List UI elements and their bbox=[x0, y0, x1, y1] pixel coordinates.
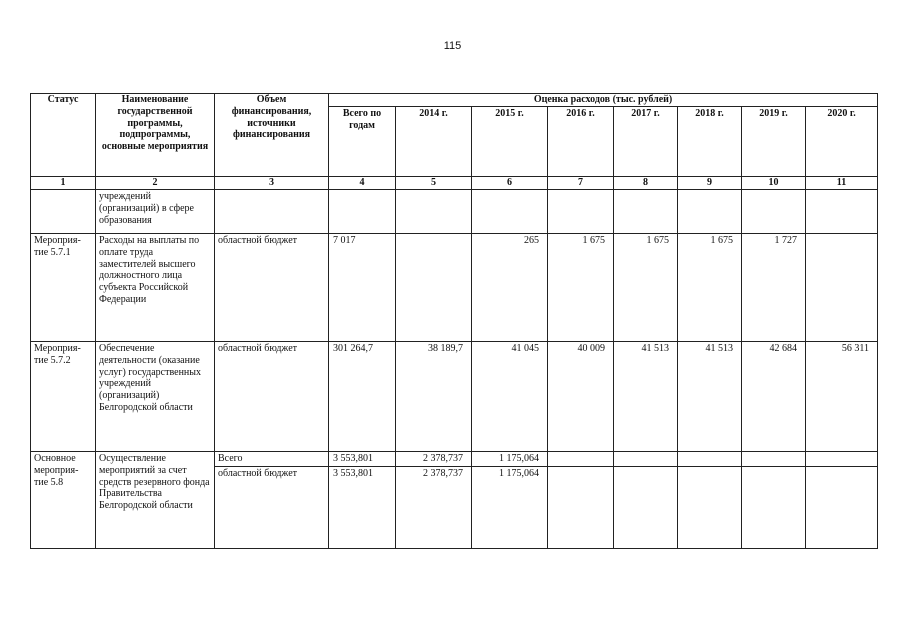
column-number: 7 bbox=[548, 177, 614, 190]
status-cell: Мероприя-тие 5.7.2 bbox=[31, 342, 96, 452]
value-cell: 3 553,801 bbox=[329, 466, 396, 548]
header-year: 2016 г. bbox=[548, 107, 614, 177]
value-cell: 41 045 bbox=[472, 342, 548, 452]
header-year: 2020 г. bbox=[806, 107, 878, 177]
value-cell bbox=[614, 466, 678, 548]
value-cell bbox=[678, 452, 742, 467]
status-cell: Мероприя-тие 5.7.1 bbox=[31, 234, 96, 342]
column-number: 2 bbox=[96, 177, 215, 190]
value-cell bbox=[678, 190, 742, 234]
value-cell: 56 311 bbox=[806, 342, 878, 452]
column-number: 10 bbox=[742, 177, 806, 190]
value-cell: 301 264,7 bbox=[329, 342, 396, 452]
table-row bbox=[31, 234, 878, 342]
column-number-row bbox=[31, 177, 878, 190]
value-cell bbox=[806, 452, 878, 467]
value-cell bbox=[742, 466, 806, 548]
header-year: 2018 г. bbox=[678, 107, 742, 177]
header-funding: Объем финансирования, источники финансирования bbox=[215, 94, 329, 177]
page-number: 115 bbox=[443, 40, 462, 52]
value-cell: 1 675 bbox=[678, 234, 742, 342]
status-cell bbox=[31, 190, 96, 234]
value-cell bbox=[548, 466, 614, 548]
funding-cell bbox=[215, 190, 329, 234]
column-number: 3 bbox=[215, 177, 329, 190]
header-year: 2019 г. bbox=[742, 107, 806, 177]
value-cell: 3 553,801 bbox=[329, 452, 396, 467]
value-cell: 41 513 bbox=[678, 342, 742, 452]
value-cell: 38 189,7 bbox=[396, 342, 472, 452]
value-cell: 1 175,064 bbox=[472, 452, 548, 467]
funding-cell: областной бюджет bbox=[215, 342, 329, 452]
value-cell bbox=[742, 452, 806, 467]
value-cell bbox=[806, 190, 878, 234]
table-row bbox=[31, 342, 878, 452]
header-year: 2014 г. bbox=[396, 107, 472, 177]
funding-cell: областной бюджет bbox=[215, 466, 329, 548]
value-cell bbox=[472, 190, 548, 234]
value-cell: 265 bbox=[472, 234, 548, 342]
value-cell: 40 009 bbox=[548, 342, 614, 452]
value-cell bbox=[548, 452, 614, 467]
name-cell: Осуществление мероприятий за счет средств резервного фонда Правительства Белгородской области bbox=[96, 452, 215, 549]
table-row bbox=[31, 190, 878, 234]
value-cell: 1 175,064 bbox=[472, 466, 548, 548]
header-status: Статус bbox=[31, 94, 96, 177]
funding-cell: областной бюджет bbox=[215, 234, 329, 342]
column-number: 6 bbox=[472, 177, 548, 190]
name-cell: Расходы на выплаты по оплате труда заместителей высшего должностного лица субъекта Российской Федерации bbox=[96, 234, 215, 342]
table-row bbox=[31, 452, 878, 467]
value-cell bbox=[806, 466, 878, 548]
column-number: 5 bbox=[396, 177, 472, 190]
value-cell bbox=[614, 190, 678, 234]
value-cell bbox=[742, 190, 806, 234]
header-total: Всего по годам bbox=[329, 107, 396, 177]
value-cell: 42 684 bbox=[742, 342, 806, 452]
value-cell: 1 675 bbox=[614, 234, 678, 342]
value-cell: 7 017 bbox=[329, 234, 396, 342]
header-year: 2015 г. bbox=[472, 107, 548, 177]
value-cell bbox=[614, 452, 678, 467]
value-cell: 2 378,737 bbox=[396, 452, 472, 467]
header-name: Наименование государственной программы, подпрограммы, основные мероприятия bbox=[96, 94, 215, 177]
column-number: 8 bbox=[614, 177, 678, 190]
column-number: 4 bbox=[329, 177, 396, 190]
value-cell bbox=[548, 190, 614, 234]
value-cell: 1 675 bbox=[548, 234, 614, 342]
budget-table bbox=[30, 93, 878, 549]
value-cell: 41 513 bbox=[614, 342, 678, 452]
name-cell: Обеспечение деятельности (оказание услуг) государственных учреждений (организаций) Белгородской области bbox=[96, 342, 215, 452]
funding-cell: Всего bbox=[215, 452, 329, 467]
column-number: 1 bbox=[31, 177, 96, 190]
value-cell bbox=[806, 234, 878, 342]
value-cell: 2 378,737 bbox=[396, 466, 472, 548]
header-estimate: Оценка расходов (тыс. рублей) bbox=[329, 94, 878, 107]
value-cell bbox=[396, 234, 472, 342]
status-cell: Основное мероприя-тие 5.8 bbox=[31, 452, 96, 549]
value-cell bbox=[329, 190, 396, 234]
name-cell: учреждений (организаций) в сфере образования bbox=[96, 190, 215, 234]
column-number: 11 bbox=[806, 177, 878, 190]
header-year: 2017 г. bbox=[614, 107, 678, 177]
value-cell bbox=[678, 466, 742, 548]
column-number: 9 bbox=[678, 177, 742, 190]
value-cell: 1 727 bbox=[742, 234, 806, 342]
value-cell bbox=[396, 190, 472, 234]
